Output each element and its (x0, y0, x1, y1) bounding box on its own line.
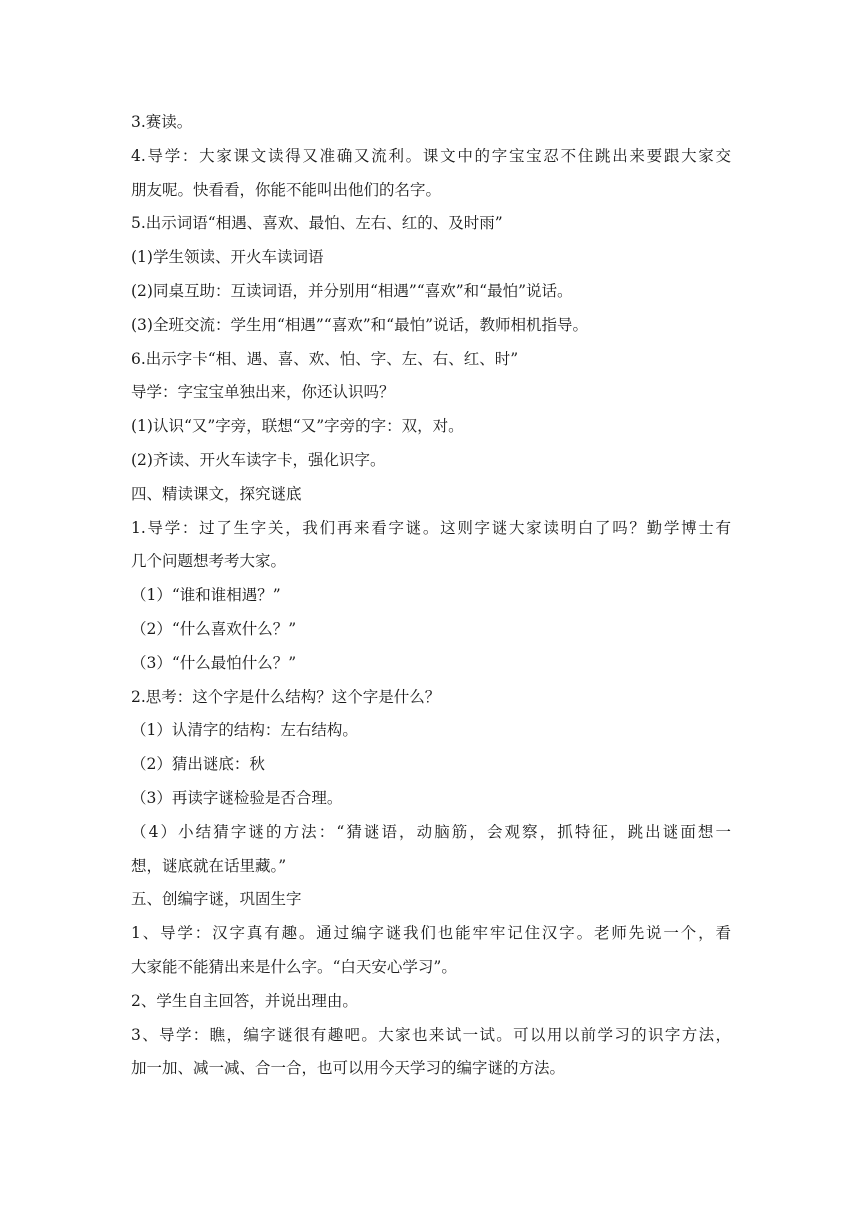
text-line: 加一加、减一减、合一合，也可以用今天学习的编字谜的方法。 (131, 1059, 566, 1078)
text-line: 1、导学：汉字真有趣。通过编字谜我们也能牢牢记住汉字。老师先说一个，看 (131, 924, 731, 943)
text-line: （4）小结猜字谜的方法：“猜谜语，动脑筋，会观察，抓特征，跳出谜面想一 (131, 822, 731, 841)
document-page (131, 108, 731, 1088)
text-line: 大家能不能猜出来是什么字。“白天安心学习”。 (131, 957, 457, 976)
text-line: （2）“什么喜欢什么？” (131, 619, 297, 638)
text-line: 4.导学：大家课文读得又准确又流利。课文中的字宝宝忍不住跳出来要跟大家交 (131, 146, 731, 165)
text-line: 5.出示词语“相遇、喜欢、最怕、左右、红的、及时雨” (131, 214, 503, 233)
text-line: 朋友呢。快看看，你能不能叫出他们的名字。 (131, 180, 442, 199)
section-heading: 五、创编字谜，巩固生字 (131, 890, 302, 909)
text-line: (2)齐读、开火车读字卡，强化识字。 (131, 450, 386, 469)
text-line: （1）认清字的结构：左右结构。 (131, 721, 358, 740)
text-line: 导学：字宝宝单独出来，你还认识吗？ (131, 383, 395, 402)
text-line: 1.导学：过了生字关，我们再来看字谜。这则字谜大家读明白了吗？勤学博士有 (131, 518, 731, 537)
text-line: 6.出示字卡“相、遇、喜、欢、怕、字、左、右、红、时” (131, 349, 519, 368)
text-line: (1)学生领读、开火车读词语 (131, 248, 324, 267)
text-line: (3)全班交流：学生用“相遇”“喜欢”和“最怕”说话，教师相机指导。 (131, 315, 589, 334)
text-line: 2.思考：这个字是什么结构？这个字是什么？ (131, 687, 441, 706)
text-line: （3）再读字谜检验是否合理。 (131, 788, 343, 807)
text-line: （2）猜出谜底：秋 (131, 755, 265, 774)
text-line: 2、学生自主回答，并说出理由。 (131, 991, 358, 1010)
text-line: 想，谜底就在话里藏。” (131, 856, 287, 875)
text-line: 几个问题想考考大家。 (131, 552, 287, 571)
text-line: (1)认识“又”字旁，联想“又”字旁的字：双，对。 (131, 417, 464, 436)
text-line: 3.赛读。 (131, 113, 193, 131)
section-heading: 四、精读课文，探究谜底 (131, 484, 302, 503)
text-line: (2)同桌互助：互读词语，并分别用“相遇”“喜欢”和“最怕”说话。 (131, 281, 573, 300)
text-line: （3）“什么最怕什么？” (131, 653, 297, 672)
text-line: （1）“谁和谁相遇？” (131, 586, 281, 605)
text-line: 3、导学：瞧，编字谜很有趣吧。大家也来试一试。可以用以前学习的识字方法， (131, 1025, 731, 1044)
